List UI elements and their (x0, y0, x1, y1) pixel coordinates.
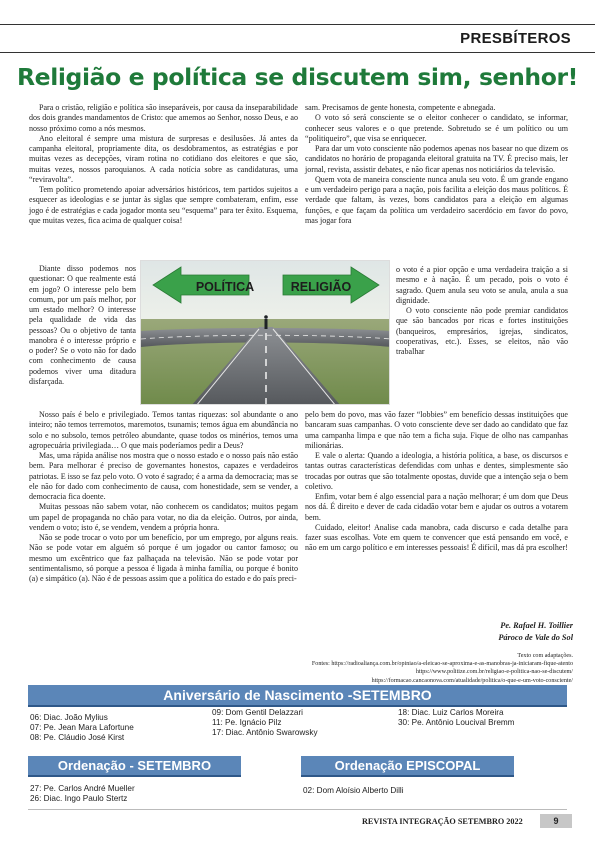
column-2-top (305, 103, 568, 226)
paragraph: Nosso país é belo e privilegiado. Temos tantas riquezas: sol abundante o ano inteiro; não temos terremotos, maremotos, tsunamis; temos água em abundância no solo e no subsolo, temos petróleo abundante, quase todos os minérios, temos uma agropecuária privilegiada… O que mais poderíamos pedir a Deus? (29, 410, 298, 450)
list-item: 18: Diac. Luiz Carlos Moreira (398, 708, 504, 717)
anniversary-list-1 (30, 713, 134, 744)
source-note: Texto com adaptações. (517, 653, 573, 659)
crossroads-illustration (140, 260, 390, 405)
episcopal-title: Ordenação EPISCOPAL (301, 756, 514, 777)
paragraph: Não se pode trocar o voto por um benefício, por um emprego, por alguns reais. Não se pode votar em alguém só porque é um jogador ou cantor famoso; ou mesmo um excêntrico que faz palhaçada na televisão. Não se pode votar por sentimentalismo, só porque a pessoa é ligada à minha família, ou porque é bonito (a) e simpático (a). Não é de pessoas assim que a política do estado e do país preci- (29, 533, 298, 583)
list-item: 27: Pe. Carlos André Mueller (30, 784, 135, 793)
column-1-top (29, 103, 298, 226)
paragraph: O voto consciente não pode premiar candidatos que são bancados por ricas e fortes instituições (banqueiros, empresários, igrejas, sindicatos, cooperativas, etc.). Esses, se eleitos, não vão trabalhar (396, 306, 568, 356)
paragraph: Ano eleitoral é sempre uma mistura de surpresas e desilusões. Já antes da campanha eleitoral, propriamente dita, os desdobramentos, as estratégias e por muitas vezes as decepções, viram rotina no cotidiano dos eleitores e que são, muitas vezes, nossos paroquianos. A cada notícia sobre as candidaturas, uma “reviravolta”. (29, 133, 298, 184)
ordination-title: Ordenação - SETEMBRO (28, 756, 241, 777)
sign-religiao: RELIGIÃO (290, 280, 352, 294)
list-item: 30: Pe. Antônio Loucival Bremm (398, 718, 515, 728)
person-figure (264, 315, 268, 329)
footer-rule (28, 809, 567, 810)
list-item: 07: Pe. Jean Mara Lafortune (30, 723, 134, 733)
column-1-bottom (29, 410, 298, 584)
episcopal-list (303, 786, 404, 796)
page-number: 9 (540, 814, 572, 828)
paragraph: pelo bem do povo, mas vão fazer “lobbies” em benefício dessas instituições que bancaram suas campanhas. O voto consciente deve ser dado ao candidato que faz uma campanha limpa e que não tem a ficha suja. Fique de olho nas campanhas milionárias. (305, 410, 568, 450)
author-role: Pároco de Vale do Sol (498, 633, 573, 642)
sources (253, 652, 573, 685)
source-link: https://formacao.cancaonova.com/atualidade/politica/o-que-e-um-voto-consciente/ (371, 677, 573, 684)
list-item: 06: Diac. João Mylius (30, 713, 108, 722)
paragraph: Cuidado, eleitor! Analise cada manobra, cada discurso e cada detalhe para fazer suas escolhas. Vote em quem te convencer que está pensando em você, e não em um cargo político e em interesses pessoais! É difícil, mas dá pra escolher! (305, 522, 568, 553)
paragraph: O voto só será consciente se o eleitor conhecer o candidato, se informar, conhecer seus valores e o que pretende. Sobretudo se é um político ou um “politiqueiro”, que visa se enriquecer. (305, 113, 568, 143)
sign-politica: POLÍTICA (195, 280, 255, 294)
paragraph: E vale o alerta: Quando a ideologia, a história política, a base, os discursos e tantas outras características defendidas com unhas e dentes, simplesmente são trocadas por outras que são totalmente opostas, duvide que a intenção seja o bem coletivo. (305, 451, 568, 491)
magazine-title: REVISTA INTEGRAÇÃO SETEMBRO 2022 (362, 817, 523, 826)
article-title: Religião e política se discutem sim, senhor! (16, 63, 578, 91)
paragraph: Enfim, votar bem é algo essencial para a nação melhorar; é um dom que Deus nos dá. É direito e dever de cada cidadão votar bem e ajudar os outros a votarem bem. (305, 492, 568, 522)
anniversary-title: Aniversário de Nascimento -SETEMBRO (28, 685, 567, 707)
source-link: https://www.politize.com.br/religiao-e-politica-nao-se-discutem/ (415, 669, 573, 676)
anniversary-list-2 (212, 708, 318, 739)
header-rule-top (0, 24, 595, 25)
list-item: 17: Diac. Antônio Swarowsky (212, 728, 318, 738)
list-item: 11: Pe. Ignácio Pilz (212, 718, 282, 728)
paragraph: Para dar um voto consciente não podemos apenas nos basear no que dizem os candidatos no horário de propaganda eleitoral gratuita na TV. É preciso mais, ler jornal, revista, assistir debates, e não ficar apenas nos noticiários da televisão. (305, 144, 568, 174)
author-name: Pe. Rafael H. Toillier (500, 621, 573, 630)
paragraph: Muitas pessoas não sabem votar, não conhecem os candidatos; muitos pegam um papel de propaganda no chão para votar, no dia da eleição. Outros, por ainda, vendem o voto; isto é, se vendem, vendem a própria honra. (29, 502, 298, 532)
paragraph: Para o cristão, religião e política são inseparáveis, por causa da inseparabilidade dos dois grandes mandamentos de Cristo: que amemos ao Senhor, nosso Deus, e ao nosso próximo como a nós mesmos. (29, 103, 298, 133)
list-item: 26: Diac. Ingo Paulo Stertz (30, 794, 128, 804)
section-title: PRESBÍTEROS (460, 30, 571, 47)
header-rule-bottom (0, 52, 595, 53)
list-item: 09: Dom Gentil Delazzari (212, 708, 304, 717)
paragraph: Mas, uma rápida análise nos mostra que o nosso estado e o nosso país não estão bem. Para melhorar é preciso de governantes honestos, capazes e verdadeiros patriotas. E isso se faz pelo voto. O voto é sagrado; é a arma da democracia; mas se ele não for dado com conhecimento de causa, com honestidade, sem se vender, a democracia fica doente. (29, 451, 298, 501)
anniversary-list-3 (398, 708, 515, 728)
paragraph: sam. Precisamos de gente honesta, competente e abnegada. (305, 103, 496, 112)
paragraph: Diante disso podemos nos questionar: O que realmente está em jogo? O interesse pelo bem comum, por um país melhor, por um estado melhor? O interesse pela qualidade de vida das pessoas? Ou o objetivo de tanta manobra é o interesse próprio e o poder? Se o voto não for dado com conhecimento de causa podemos viver uma ditadura disfarçada. (29, 264, 136, 386)
paragraph: o voto é a pior opção e uma verdadeira traição a si mesmo e à nação. É um pecado, pois o voto é sagrado. Quem anula seu voto se anula, anula a sua dignidade. (396, 265, 568, 305)
crossroads-image (141, 261, 390, 405)
list-item: 08: Pe. Cláudio José Kirst (30, 733, 125, 743)
paragraph: Quem vota de maneira consciente nunca anula seu voto. É um grande engano e um verdadeiro perigo para a nação, pois facilita a eleição dos maus políticos. É verdade que faltam, às vezes, bons candidatos para a eleição em algumas funções, e que façam da política um verdadeiro sacerdócio em favor do povo, mas jogar fora (305, 174, 568, 225)
paragraph: Tem político prometendo apoiar adversários históricos, tem partidos sujeitos a esquecer as ideologias e se juntar às siglas que sempre combateram, enfim, esse jogo é de estratégias e cada jogador monta seu “esquema” para ter êxito. Esquema, que muitas vezes, fica acima de qualquer coisa! (29, 185, 298, 225)
list-item: 02: Dom Aloísio Alberto Dilli (303, 786, 404, 795)
column-2-bottom (305, 410, 568, 554)
column-1-narrow (29, 264, 136, 387)
source-link: Fontes: https://radioaliança.com.br/opiniao/a-eleicao-se-aproxima-e-as-manobras-ja-iniciaram-fique-atento (311, 661, 573, 668)
column-2-narrow (396, 265, 568, 357)
ordination-list (30, 784, 135, 804)
